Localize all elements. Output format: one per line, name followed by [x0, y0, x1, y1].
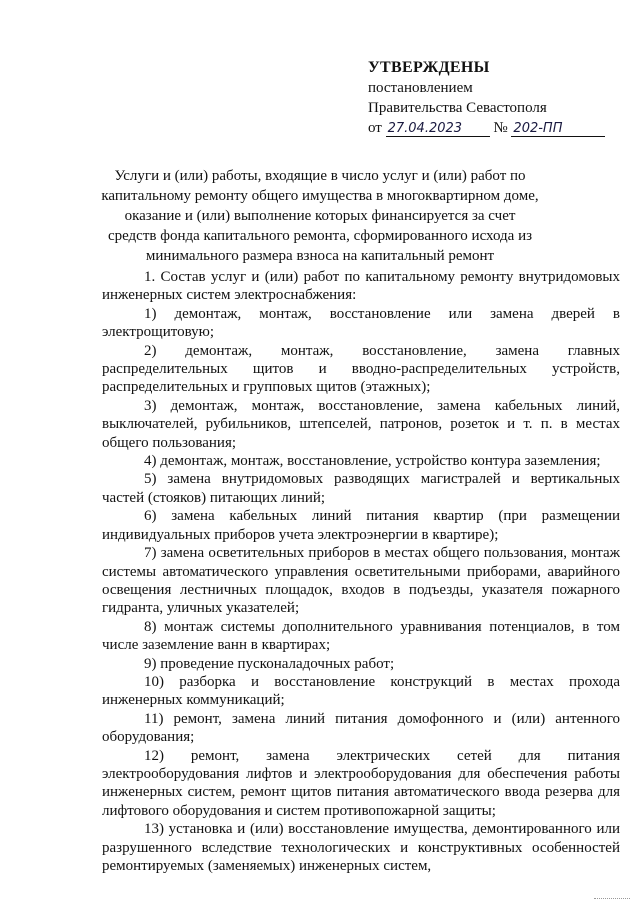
document-body: [102, 268, 620, 875]
paragraph-item: 13) установка и (или) восстановление имущества, демонтированного или разрушенного вследствие технологических и конструктивных особенностей ремонтируемых (заменяемых) инженерных систем,: [102, 821, 620, 874]
paragraph-item: 10) разборка и восстановление конструкций в местах прохода инженерных коммуникаций;: [102, 673, 620, 709]
date-prefix: от: [368, 120, 382, 136]
handwritten-number: 202-ПП: [511, 121, 605, 137]
approval-date-line: [368, 118, 628, 138]
paragraph-item: 9) проведение пусконаладочных работ;: [144, 655, 395, 672]
paragraph-item: 6) замена кабельных линий питания квартир (при размещении индивидуальных приборов учета электроэнергии в квартире);: [102, 508, 620, 543]
approval-block: [368, 58, 628, 138]
paragraph-item: 11) ремонт, замена линий питания домофонного и (или) антенного оборудования;: [102, 710, 620, 746]
paragraph-item: 7) замена осветительных приборов в местах общего пользования, монтаж системы автоматического управления осветительными приборами, аварийного освещения лестничных площадок, входов в подъезды, указателя пожарного гидранта, уличных указателей;: [102, 545, 620, 617]
approval-line-1: постановлением: [368, 80, 473, 96]
number-prefix: №: [493, 120, 508, 136]
paragraph-section-1: 1. Состав услуг и (или) работ по капитальному ремонту внутридомовых инженерных систем электроснабжения:: [102, 269, 620, 304]
paragraph-item: 2) демонтаж, монтаж, восстановление, замена главных распределительных щитов и вводно-распределительных устройств, распределительных и групповых щитов (этажных);: [102, 342, 620, 396]
paragraph-item: 8) монтаж системы дополнительного уравнивания потенциалов, в том числе заземление ванн в квартирах;: [102, 618, 620, 654]
paragraph-item: 12) ремонт, замена электрических сетей для питания электрооборудования лифтов и электрооборудования для обеспечения работы инженерных систем, ремонт щитов питания автоматического ввода резерва для лифтового оборудования и систем противопожарной защиты;: [102, 747, 620, 819]
handwritten-date: 27.04.2023: [386, 121, 490, 137]
approval-line-2: Правительства Севастополя: [368, 100, 547, 116]
paragraph-item: 1) демонтаж, монтаж, восстановление или замена дверей в электрощитовую;: [102, 305, 620, 341]
paragraph-item: 4) демонтаж, монтаж, восстановление, устройство контура заземления;: [144, 453, 601, 470]
paragraph-item: 5) замена внутридомовых разводящих магистралей и вертикальных частей (стояков) питающих линий;: [102, 471, 620, 506]
scan-artifact: [594, 898, 630, 903]
approval-header: УТВЕРЖДЕНЫ: [368, 59, 490, 76]
paragraph-item: 3) демонтаж, монтаж, восстановление, замена кабельных линий, выключателей, рубильников, штепселей, патронов, розеток и т. п. в местах общего пользования;: [102, 397, 620, 451]
document-title: Услуги и (или) работы, входящие в число услуг и (или) работ по капитальному ремонту общего имущества в многоквартирном доме, оказание и (или) выполнение которых финансируется за счет средств фонда капитального ремонта, сформированного исхода из минимального размера взноса на капитальный ремонт: [101, 168, 539, 264]
